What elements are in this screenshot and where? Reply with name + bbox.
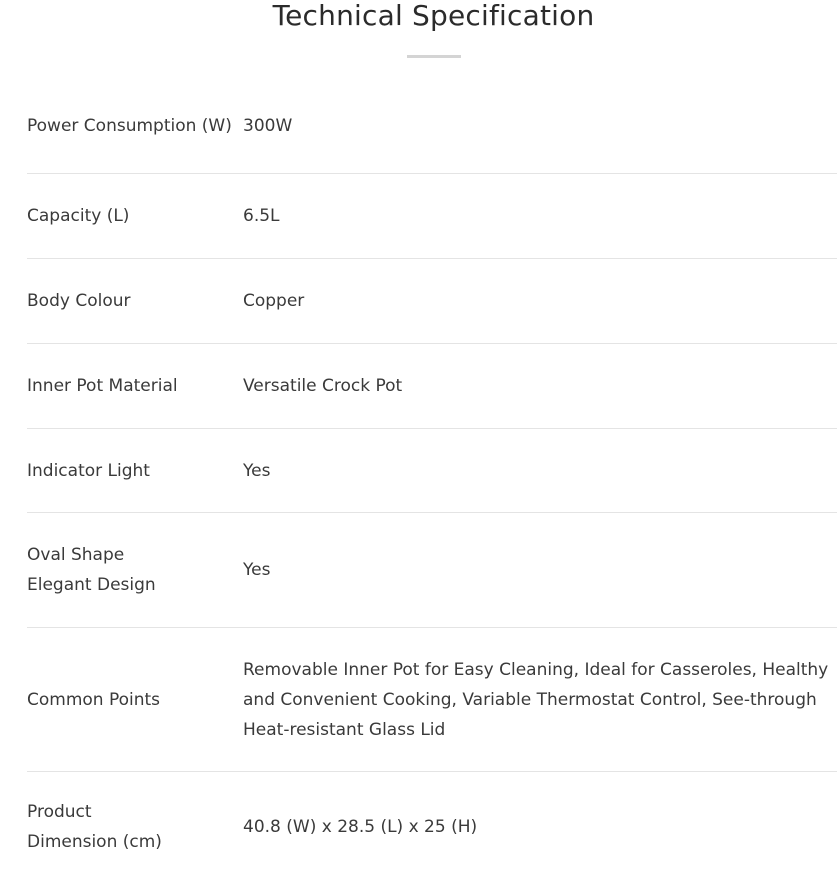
spec-row-power-consumption <box>27 78 837 174</box>
spec-row-capacity <box>27 174 837 259</box>
spec-row-inner-pot-material <box>27 344 837 429</box>
spec-label: Common Points <box>27 689 161 710</box>
section-title: Technical Specification <box>272 0 595 32</box>
spec-row-oval-shape <box>27 513 837 628</box>
spec-value: Yes <box>243 460 271 481</box>
spec-label: Power Consumption (W) <box>27 115 232 136</box>
spec-label: Body Colour <box>27 291 131 311</box>
spec-label: Oval Shape Elegant Design <box>27 545 156 595</box>
spec-label: Inner Pot Material <box>27 376 178 396</box>
spec-value: 6.5L <box>243 206 280 226</box>
spec-row-body-colour <box>27 259 837 344</box>
spec-label: Product Dimension (cm) <box>27 802 162 852</box>
spec-value: Yes <box>243 560 271 580</box>
spec-value: 40.8 (W) x 28.5 (L) x 25 (H) <box>243 817 478 837</box>
spec-row-product-dimension <box>27 772 837 882</box>
spec-value: Removable Inner Pot for Easy Cleaning, Ideal for Casseroles, Healthy and Convenient Cooking, Variable Thermostat Control, See-through Heat-resistant Glass Lid <box>243 659 829 740</box>
spec-row-indicator-light <box>27 429 837 513</box>
spec-table <box>27 78 837 882</box>
spec-value: 300W <box>243 115 293 136</box>
spec-label: Capacity (L) <box>27 206 130 226</box>
spec-label: Indicator Light <box>27 460 150 481</box>
spec-row-common-points <box>27 628 837 772</box>
title-divider <box>407 55 461 58</box>
spec-value: Versatile Crock Pot <box>243 376 403 396</box>
spec-value: Copper <box>243 291 305 311</box>
